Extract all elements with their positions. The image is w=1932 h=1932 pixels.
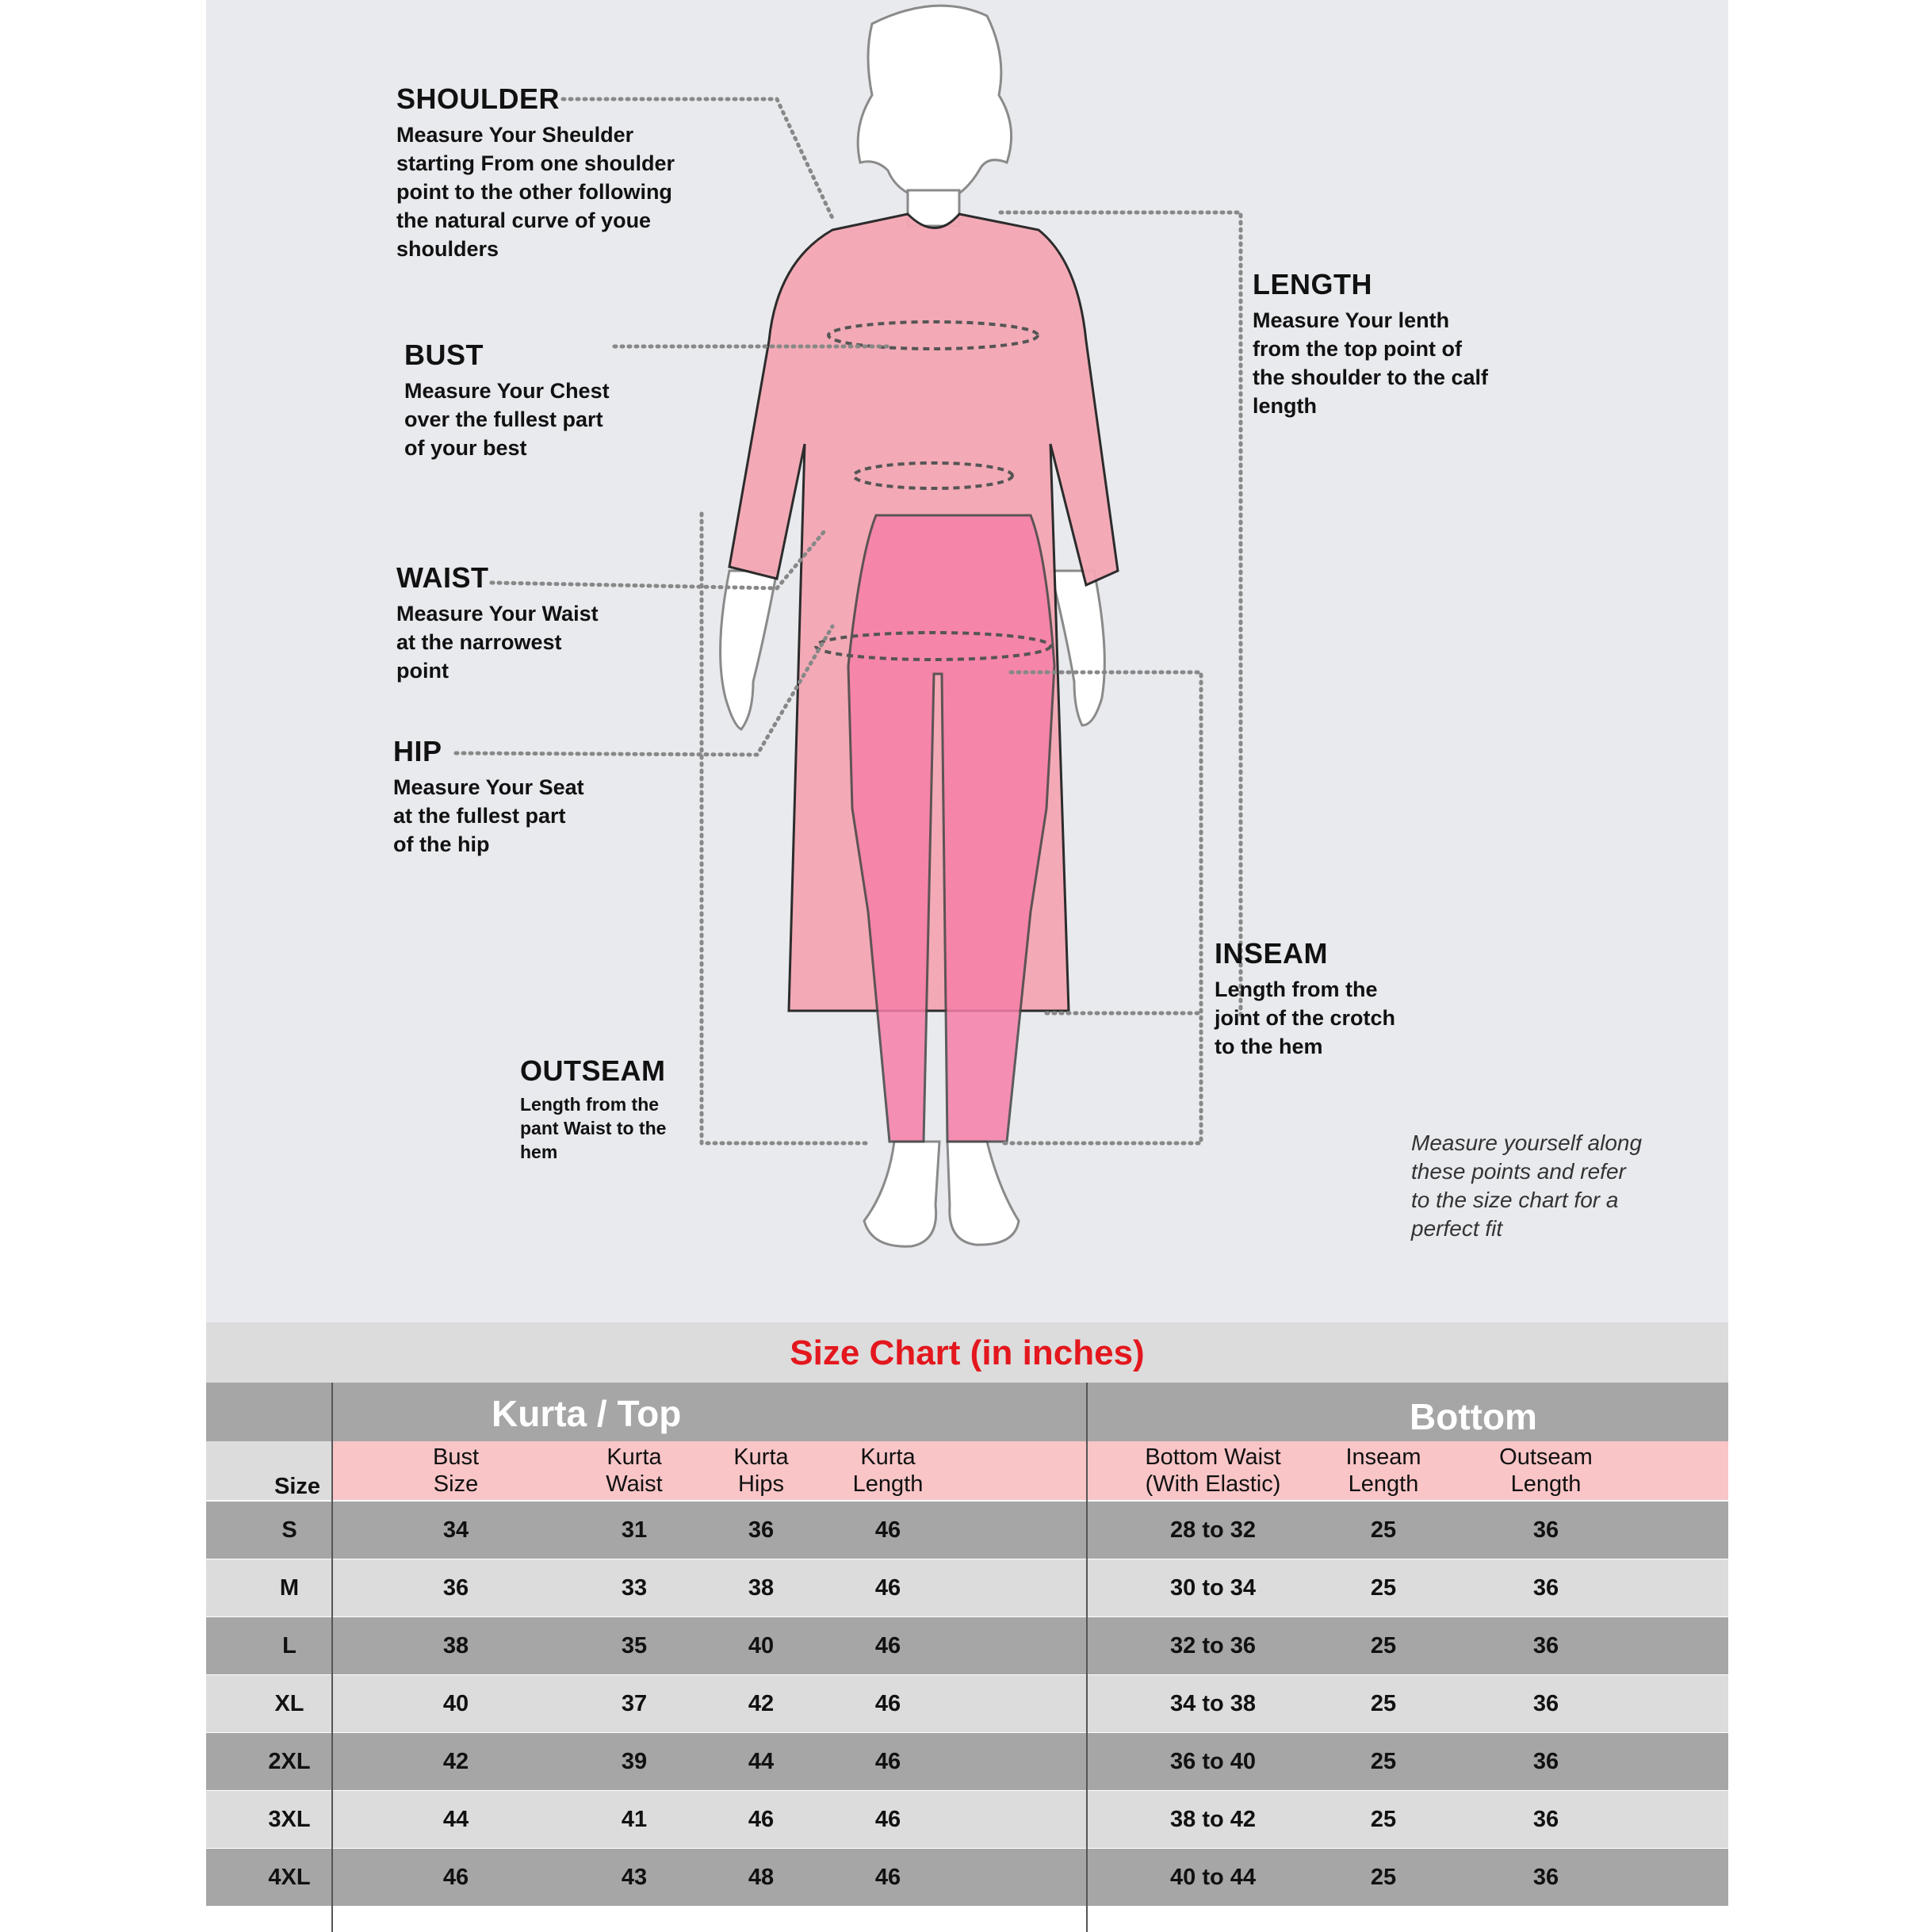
length-label: [1253, 268, 1488, 420]
divider-kurta-bottom: [1086, 1383, 1088, 1932]
kurta-waist-cell: 31: [621, 1517, 648, 1543]
inseam-cell: 25: [1370, 1575, 1397, 1601]
shoulder-title: SHOULDER: [396, 82, 560, 115]
header-kurta-hips: Kurta Hips: [733, 1444, 789, 1497]
bust-cell: 42: [442, 1749, 469, 1774]
size-cell: 2XL: [268, 1749, 311, 1774]
inseam-cell: 25: [1370, 1807, 1397, 1832]
size-cell: 4XL: [268, 1865, 311, 1890]
outseam-cell: 36: [1532, 1633, 1559, 1658]
hip-label: [393, 735, 584, 859]
size-cell: S: [281, 1517, 297, 1543]
outseam-cell: 36: [1532, 1749, 1559, 1774]
kurta-waist-cell: 35: [621, 1633, 648, 1658]
outseam-cell: 36: [1532, 1807, 1559, 1832]
bust-label: [404, 339, 610, 462]
size-cell: L: [282, 1633, 296, 1658]
header-bottom-waist: Bottom Waist (With Elastic): [1145, 1444, 1281, 1497]
table-row-xl: [206, 1675, 1728, 1732]
inseam-cell: 25: [1370, 1517, 1397, 1543]
hip-description: Measure Your Seat at the fullest part of the hip: [393, 775, 584, 856]
header-outseam-length: Outseam Length: [1499, 1444, 1593, 1497]
outseam-description: Length from the pant Waist to the hem: [520, 1094, 667, 1162]
table-row-l: [206, 1617, 1728, 1674]
bottom-waist-cell: 30 to 34: [1170, 1575, 1256, 1601]
bottom-waist-cell: 28 to 32: [1170, 1517, 1256, 1543]
outseam-cell: 36: [1532, 1691, 1559, 1716]
size-guide-sheet: [206, 0, 1728, 1932]
bust-cell: 40: [442, 1691, 469, 1716]
table-row-2xl: [206, 1733, 1728, 1790]
inseam-description: Length from the joint of the crotch to the hem: [1215, 977, 1395, 1058]
waist-label: [396, 561, 599, 685]
kurta-waist-cell: 43: [621, 1865, 648, 1890]
outseam-cell: 36: [1532, 1865, 1559, 1890]
length-description: Measure Your lenth from the top point of the shoulder to the calf length: [1253, 308, 1489, 418]
size-cell: 3XL: [268, 1807, 311, 1832]
header-kurta-waist: Kurta Waist: [606, 1444, 663, 1497]
waist-description: Measure Your Waist at the narrowest point: [396, 602, 599, 683]
bottom-waist-cell: 40 to 44: [1170, 1865, 1256, 1890]
waist-title: WAIST: [396, 561, 489, 594]
kurta-length-cell: 46: [874, 1517, 901, 1543]
kurta-length-cell: 46: [874, 1865, 901, 1890]
bottom-waist-cell: 32 to 36: [1170, 1633, 1256, 1658]
size-chart-table: [206, 1322, 1728, 1932]
pants-shape: [848, 515, 1054, 1142]
outseam-cell: 36: [1532, 1575, 1559, 1601]
table-row-m: [206, 1559, 1728, 1616]
kurta-waist-cell: 33: [621, 1575, 648, 1601]
divider-size-column: [331, 1383, 333, 1932]
kurta-waist-cell: 41: [621, 1807, 648, 1832]
shoulder-label: [396, 82, 675, 263]
bottom-waist-cell: 36 to 40: [1170, 1749, 1256, 1774]
length-title: LENGTH: [1253, 268, 1372, 300]
inseam-cell: 25: [1370, 1865, 1397, 1890]
kurta-length-cell: 46: [874, 1575, 901, 1601]
kurta-length-cell: 46: [874, 1691, 901, 1716]
inseam-cell: 25: [1370, 1749, 1397, 1774]
kurta-hips-cell: 40: [748, 1633, 775, 1658]
bottom-waist-cell: 34 to 38: [1170, 1691, 1256, 1716]
kurta-hips-cell: 46: [748, 1807, 775, 1832]
inseam-cell: 25: [1370, 1691, 1397, 1716]
kurta-length-cell: 46: [874, 1749, 901, 1774]
kurta-length-cell: 46: [874, 1633, 901, 1658]
bust-cell: 34: [442, 1517, 469, 1543]
shoulder-description: Measure Your Sheulder starting From one shoulder point to the other following the natural curve of youe shoulders: [396, 123, 675, 261]
size-chart-title: Size Chart (in inches): [790, 1333, 1145, 1372]
header-bust-size: Bust Size: [432, 1444, 480, 1497]
kurta-waist-cell: 37: [621, 1691, 648, 1716]
outseam-cell: 36: [1532, 1517, 1559, 1543]
bust-title: BUST: [404, 339, 484, 371]
inseam-label: [1215, 937, 1395, 1061]
bust-description: Measure Your Chest over the fullest part of your best: [404, 379, 610, 460]
hip-title: HIP: [393, 735, 442, 767]
bust-cell: 46: [442, 1865, 469, 1890]
group-kurta-top: Kurta / Top: [492, 1393, 682, 1434]
outseam-label: [520, 1054, 666, 1164]
header-inseam-length: Inseam Length: [1345, 1444, 1421, 1497]
kurta-hips-cell: 44: [748, 1749, 775, 1774]
inseam-title: INSEAM: [1215, 937, 1329, 970]
outseam-title: OUTSEAM: [520, 1054, 666, 1087]
fit-note: Measure yourself along these points and refer to the size chart for a perfect fit: [1411, 1131, 1643, 1241]
table-row-3xl: [206, 1791, 1728, 1848]
size-cell: M: [279, 1575, 300, 1601]
kurta-length-cell: 46: [874, 1807, 901, 1832]
bust-cell: 36: [442, 1575, 469, 1601]
kurta-hips-cell: 48: [748, 1865, 775, 1890]
kurta-waist-cell: 39: [621, 1749, 648, 1774]
kurta-hips-cell: 42: [748, 1691, 775, 1716]
bust-cell: 44: [442, 1807, 469, 1832]
group-bottom: Bottom: [1410, 1396, 1537, 1437]
table-row-s: [206, 1502, 1728, 1559]
bust-cell: 38: [442, 1633, 469, 1658]
inseam-cell: 25: [1370, 1633, 1397, 1658]
bottom-waist-cell: 38 to 42: [1170, 1807, 1256, 1832]
measurement-diagram: [206, 0, 1728, 1322]
header-kurta-length: Kurta Length: [852, 1444, 924, 1497]
header-size: Size: [274, 1474, 321, 1499]
kurta-hips-cell: 36: [748, 1517, 775, 1543]
table-row-4xl: [206, 1849, 1728, 1906]
kurta-hips-cell: 38: [748, 1575, 775, 1601]
size-cell: XL: [274, 1691, 304, 1716]
